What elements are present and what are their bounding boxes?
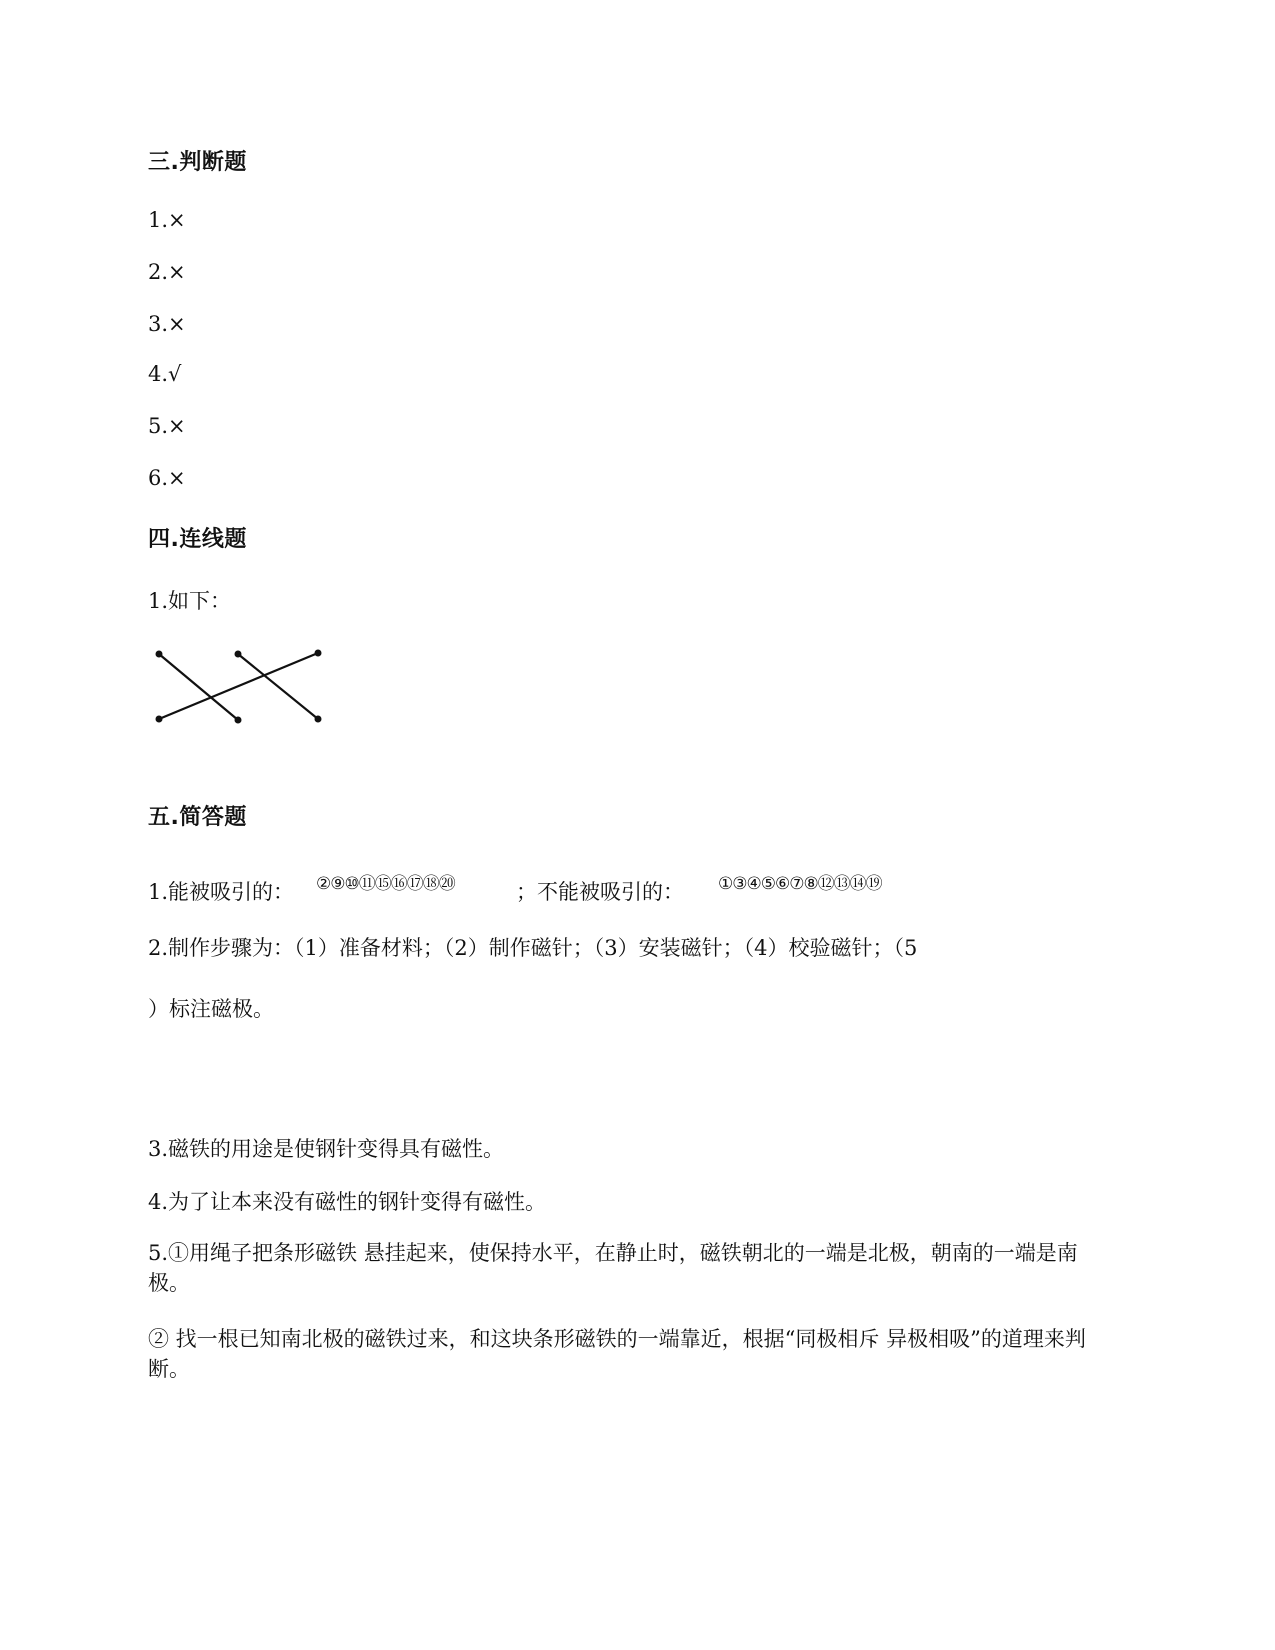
q5-part-1: 5.①用绳子把条形磁铁 悬挂起来，使保持水平，在静止时，磁铁朝北的一端是北极，朝南的一端是南极。: [148, 1241, 1078, 1295]
q1-attracted-list: ②⑨⑩⑪⑮⑯⑰⑱⑳: [316, 874, 455, 894]
q1-not-attracted-list: ①③④⑤⑥⑦⑧⑫⑬⑭⑲: [718, 874, 882, 894]
q2-line-1: 2.制作步骤为：（1）准备材料；（2）制作磁针；（3）安装磁针；（4）校验磁针；（5: [148, 936, 918, 960]
section5-title: 五.简答题: [148, 805, 247, 830]
matching-line-3: [238, 654, 318, 719]
judgement-item-2: 2.×: [148, 260, 186, 284]
judgement-item-3: 3.×: [148, 312, 186, 336]
matching-lines-diagram: [150, 645, 340, 735]
matching-dot-bottom-left: [156, 716, 163, 723]
q3-answer: 3.磁铁的用途是使钢针变得具有磁性。: [148, 1137, 505, 1161]
judgement-item-1: 1.×: [148, 208, 186, 232]
judgement-item-5: 5.×: [148, 414, 186, 438]
matching-dot-top-middle: [235, 651, 242, 658]
section4-title: 四.连线题: [148, 527, 247, 552]
matching-dot-top-right: [315, 650, 322, 657]
judgement-item-4: 4.√: [148, 362, 182, 386]
q1-prefix: 1.能被吸引的：: [148, 880, 295, 904]
matching-line-1: [159, 654, 238, 720]
q4-answer: 4.为了让本来没有磁性的钢针变得有磁性。: [148, 1190, 547, 1214]
judgement-item-6: 6.×: [148, 466, 186, 490]
matching-dot-bottom-middle: [235, 717, 242, 724]
matching-dot-bottom-right: [315, 716, 322, 723]
q1-separator: ；不能被吸引的：: [516, 880, 684, 904]
matching-dot-top-left: [156, 651, 163, 658]
matching-line-2: [159, 653, 318, 719]
q2-line-2: ）标注磁极。: [148, 997, 274, 1021]
matching-item-1: 1.如下：: [148, 589, 232, 613]
q5-part-2: ② 找一根已知南北极的磁铁过来，和这块条形磁铁的一端靠近，根据“同极相斥 异极相吸”的道理来判断。: [148, 1327, 1086, 1381]
section3-title: 三.判断题: [148, 150, 247, 175]
